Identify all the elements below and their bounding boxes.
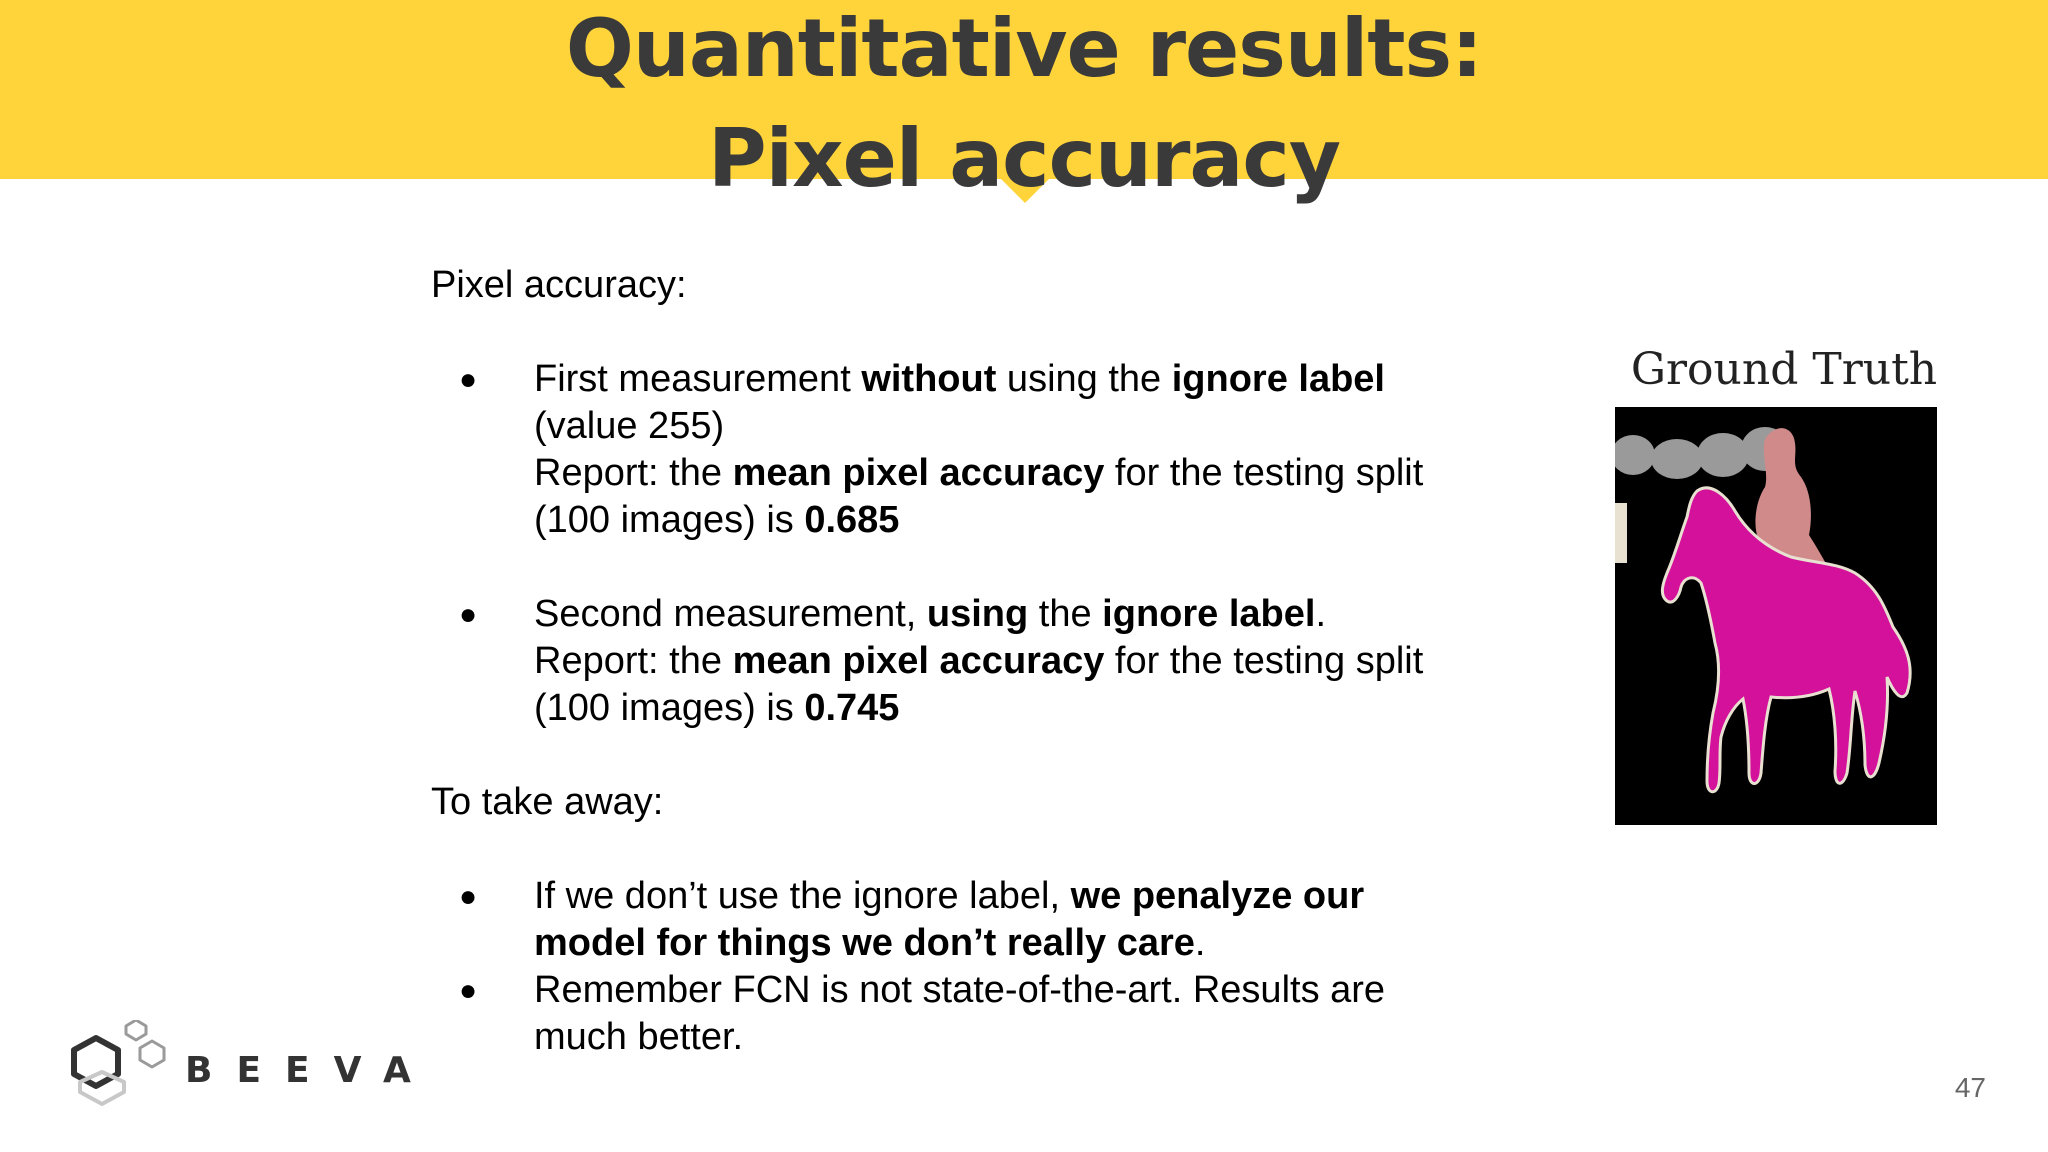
bullet-second-measurement [431, 591, 1464, 732]
section-heading-take-away: To take away: [431, 781, 664, 823]
bullet-text: Report: the [534, 640, 733, 682]
slide-title-line-2: Pixel accuracy [708, 112, 1340, 205]
ground-truth-segmentation-image [1615, 407, 1937, 825]
page-number: 47 [1954, 1072, 1986, 1103]
accuracy-value-without-ignore: 0.685 [804, 499, 900, 541]
bullet-bold-text: we penalyze our model for things we don’t really care [534, 875, 1365, 964]
bullet-dot: ● [459, 598, 478, 631]
bullet-bold-text: using [926, 593, 1029, 635]
bullet-text: for the testing split (100 images) is [534, 452, 1424, 541]
accuracy-value-with-ignore: 0.745 [804, 687, 900, 729]
slide-content [431, 262, 1481, 1061]
take-away-bullets [431, 873, 1481, 1061]
bullet-bold-text: mean pixel accuracy [732, 640, 1105, 682]
slide-title-line-1: Quantitative results: [565, 2, 1483, 95]
bullet-bold-text: ignore label [1102, 593, 1316, 635]
bullet-ignore-label-penalty [431, 873, 1464, 967]
bullet-text: using the [996, 358, 1172, 400]
slide-title [0, 0, 2048, 214]
bullet-text: Second measurement, [534, 593, 927, 635]
bullet-bold-text: without [861, 358, 997, 400]
bullet-text: First measurement [534, 358, 862, 400]
bullet-first-measurement [431, 356, 1464, 544]
section-heading-pixel-accuracy: Pixel accuracy: [431, 264, 687, 306]
bullet-text: for the testing split (100 images) is [534, 640, 1424, 729]
bullet-bold-text: mean pixel accuracy [732, 452, 1105, 494]
bullet-bold-text: ignore label [1171, 358, 1385, 400]
bullet-dot: ● [459, 880, 478, 913]
bullet-text: . [1194, 922, 1206, 964]
beeva-logo-text: BEEVA [185, 1050, 435, 1091]
pixel-accuracy-bullets [431, 356, 1481, 732]
bullet-dot: ● [459, 363, 478, 396]
bullet-text: If we don’t use the ignore label, [534, 875, 1071, 917]
ground-truth-label: Ground Truth [1630, 344, 1938, 395]
ground-truth-figure [1610, 340, 1944, 400]
hex-left [74, 1038, 118, 1086]
bullet-text: (value 255) [534, 405, 725, 447]
section-gap [431, 732, 1481, 779]
bullet-fcn-note [431, 967, 1464, 1061]
bullet-text: Remember FCN is not state-of-the-art. Results are much better. [534, 969, 1386, 1058]
hex-top [126, 1020, 146, 1040]
bullet-dot: ● [459, 974, 478, 1007]
bullet-text: the [1028, 593, 1103, 635]
bullet-text: Report: the [534, 452, 733, 494]
hex-right [140, 1041, 164, 1067]
bullet-text: . [1315, 593, 1327, 635]
wall-edge-region [1615, 503, 1627, 563]
